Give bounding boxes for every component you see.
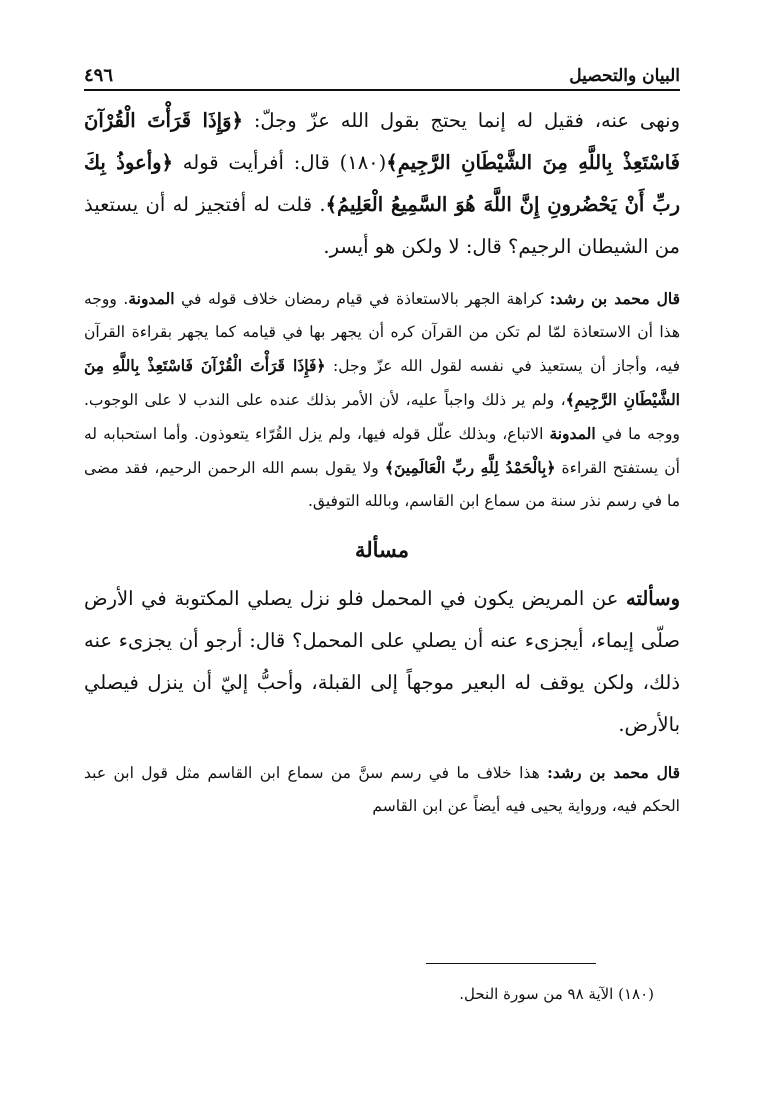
paragraph-commentary: [84, 756, 680, 823]
main-text: [84, 100, 680, 823]
paragraph-question: [84, 578, 680, 746]
header-rule: [84, 89, 680, 91]
running-header: [84, 58, 680, 86]
text-run: . ووجه هذا أن الاستعاذة لمّا لم تكن من القرآن كره أن يجهر بها في قيامه كما يجهر بقراءة القرآن فيه، وأجاز أن يستعيذ في نفسه لقول الله عزّ وجل:: [84, 290, 680, 375]
text-run: كراهة الجهر بالاستعاذة في قيام رمضان خلاف قوله في: [174, 290, 550, 308]
text-run: قال: أفرأيت قوله: [172, 151, 340, 174]
quran-verse: ﴿وأعوذُ بِكَ ربِّ أَنْ يَحْضُرونِ إِنَّ اللَّهَ هُوَ السَّمِيعُ الْعَلِيمُ﴾: [84, 151, 681, 216]
text-run: . قلت له أفتجيز له أن يستعيذ من الشيطان الرجيم؟ قال: لا ولكن هو أيسر.: [84, 193, 680, 258]
paragraph-commentary: [84, 282, 680, 518]
commentary-label: قال محمد بن رشد:: [549, 289, 681, 308]
paragraph-question: [84, 100, 680, 268]
book-title: البيان والتحصيل: [569, 66, 680, 86]
section-heading: مسألة: [354, 537, 410, 562]
text-run: الاتباع، وبذلك علّل قوله فيها، ولم يزل القُرّاء يتعوذون. وأما استحبابه له أن يستفتح القراءة: [84, 425, 680, 477]
spacer: [84, 746, 680, 756]
footnote-ref: (١٨٠): [339, 151, 387, 174]
quran-verse: ﴿وَإِذَا قَرَأْتَ الْقُرْآنَ فَاسْتَعِذْ بِاللَّهِ مِنَ الشَّيْطَانِ الرَّجِيمِ﴾: [84, 109, 680, 174]
quran-verse: ﴿فَإِذَا قَرَأْتَ الْقُرْآنَ فَاسْتَعِذْ بِاللَّهِ مِنَ الشَّيْطَانِ الرَّجِيمِ﴾: [84, 356, 680, 409]
text-run: هذا خلاف ما في رسم سنَّ من سماع ابن القاسم مثل قول ابن عبد الحكم فيه، ورواية يحيى فيه أيضاً عن ابن القاسم: [84, 764, 680, 815]
text-run: ونهى عنه، فقيل له إنما يحتج بقول الله عزّ وجلّ:: [242, 109, 680, 132]
quran-verse: ﴿بِالْحَمْدُ لِلَّهِ ربِّ الْعَالَمِينَ﴾: [384, 458, 556, 477]
footnote-rule: [426, 963, 596, 964]
spacer: [84, 268, 680, 282]
book-reference: المدونة: [128, 289, 175, 308]
text-run: ولا يقول بسم الله الرحمن الرحيم، فقد مضى ما في رسم نذر سنة من سماع ابن القاسم، وبالله التوفيق.: [84, 459, 680, 510]
footnote: (١٨٠) الآية ٩٨ من سورة النحل.: [459, 985, 654, 1003]
text-run: عن المريض يكون في المحمل فلو نزل يصلي المكتوبة في الأرض صلّى إيماء، أيجزىء عنه أن يصلي على المحمل؟ قال: أرجو أن يجزىء عنه ذلك، ولكن يوقف له البعير موجهاً إلى القبلة، وأحبُّ إليّ أن ينزل فيصلي بالأرض.: [84, 587, 680, 736]
page-number: ٤٩٦: [84, 65, 114, 86]
question-lead: وسألته: [626, 587, 680, 610]
commentary-label: قال محمد بن رشد:: [547, 763, 681, 782]
text-run: ، ولم ير ذلك واجباً عليه، لأن الأمر بذلك عنده على الندب لا على الوجوب. ووجه ما في: [84, 391, 680, 443]
book-reference: المدونة: [549, 424, 596, 443]
